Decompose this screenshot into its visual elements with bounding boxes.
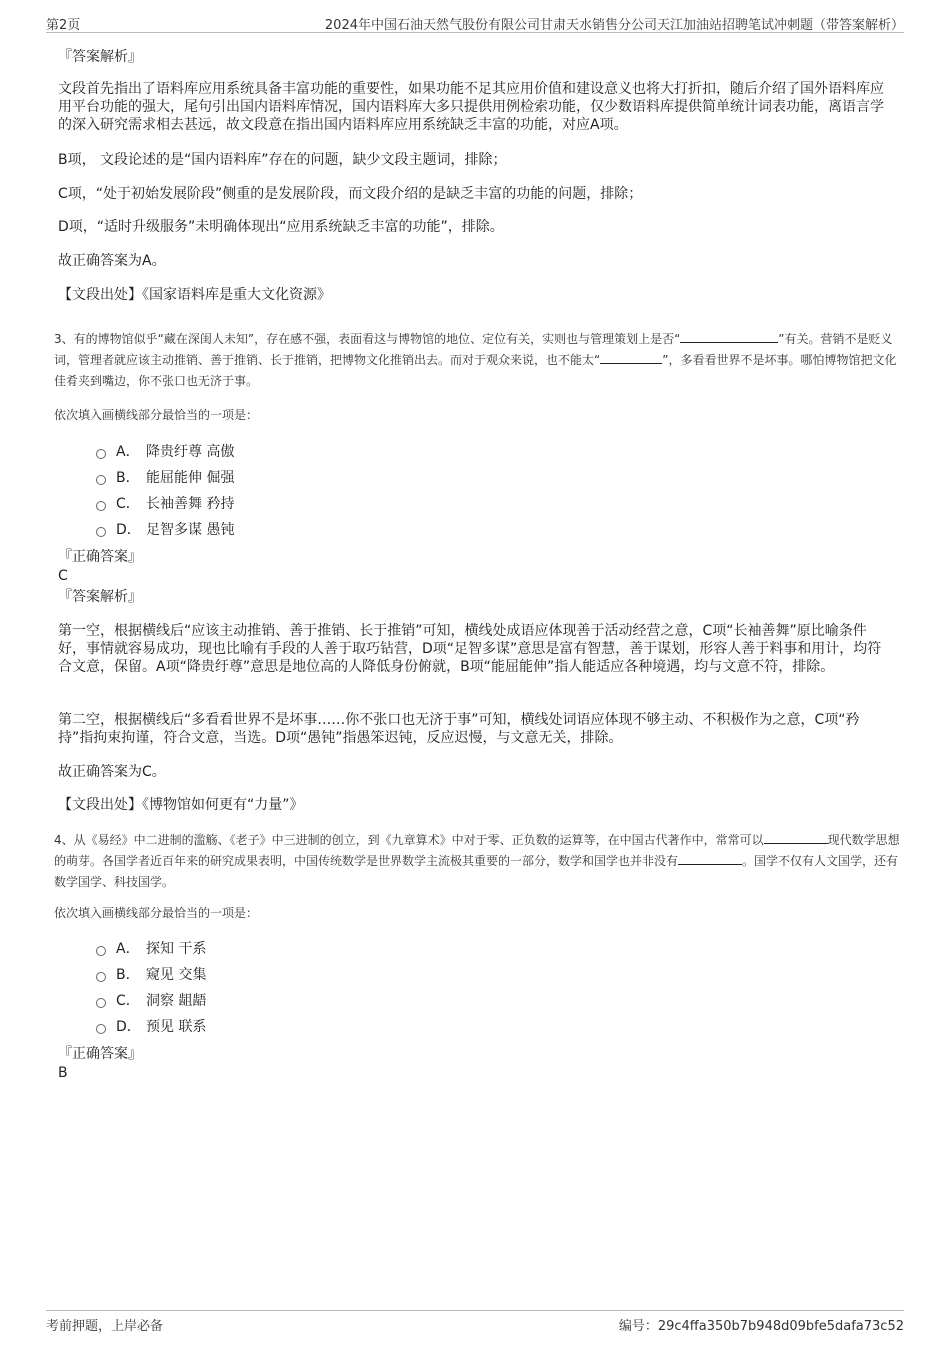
blank-2 bbox=[678, 853, 742, 865]
analysis-label: 『答案解析』 bbox=[58, 49, 142, 65]
question-4-text-1: 4、从《易经》中二进制的滥觞、《老子》中三进制的创立，到《九章算术》中对于零、正负数的运算等，在中国古代著作中，常常可以 bbox=[54, 833, 764, 847]
option-b[interactable]: B． 窥见 交集 bbox=[96, 961, 206, 987]
analysis-d: D项，“适时升级服务”未明确体现出“应用系统缺乏丰富的功能”，排除。 bbox=[58, 219, 504, 235]
page-number: 第2页 bbox=[46, 18, 81, 33]
source: 【文段出处】《国家语料库是重大文化资源》 bbox=[58, 287, 331, 303]
question-4-hint: 依次填入画横线部分最恰当的一项是： bbox=[54, 906, 259, 920]
blank-1 bbox=[680, 331, 778, 343]
question-3-options bbox=[96, 438, 234, 542]
analysis-b: B项， 文段论述的是“国内语料库”存在的问题，缺少文段主题词，排除； bbox=[58, 152, 507, 168]
question-3-text-2: ”有关。营销不是贬义词，管理者就应该主动推销、善于推销、长于推销，把博物文化推销出去。而对于观众来说，也不能太“ bbox=[54, 332, 893, 367]
option-c[interactable]: C． 洞察 龃龉 bbox=[96, 987, 206, 1013]
analysis-label: 『答案解析』 bbox=[58, 589, 142, 605]
analysis-text: 文段首先指出了语料库应用系统具备丰富功能的重要性，如果功能不足其应用价值和建设意义也将大打折扣，随后介绍了国外语料库应用平台功能的强大，尾句引出国内语料库情况，国内语料库大多只提供用例检索功能，仅少数语料库提供简单统计词表功能，离语言学的深入研究需求相去甚远，故文段意在指出国内语料库应用系统缺乏丰富的功能，对应A项。 bbox=[58, 81, 884, 133]
radio-icon[interactable] bbox=[96, 972, 106, 982]
question-4-text-2: 现代数学思想的萌芽。各国学者近百年来的研究成果表明，中国传统数学是世界数学主流极其重要的一部分，数学和国学也并非没有 bbox=[54, 833, 900, 868]
option-c[interactable]: C． 长袖善舞 矜持 bbox=[96, 490, 234, 516]
option-d[interactable]: D． 足智多谋 愚钝 bbox=[96, 516, 234, 542]
conclusion: 故正确答案为A。 bbox=[58, 253, 166, 269]
radio-icon[interactable] bbox=[96, 946, 106, 956]
question-3-text-1: 3、有的博物馆似乎“藏在深闺人未知”，存在感不强，表面看这与博物馆的地位、定位有关，实则也与管理策划上是否“ bbox=[54, 332, 681, 346]
analysis-paragraph-2: 第二空，根据横线后“多看看世界不是坏事……你不张口也无济于事”可知，横线处词语应体现不够主动、不积极作为之意，C项“矜持”指拘束拘谨，符合文意，当选。D项“愚钝”指愚笨迟钝，反应迟慢，与文意无关，排除。 bbox=[58, 712, 860, 746]
page-footer bbox=[46, 1310, 904, 1333]
answer-value: B bbox=[58, 1065, 68, 1081]
radio-icon[interactable] bbox=[96, 449, 106, 459]
question-3-text-3: ”，多看看世界不是坏事。哪怕博物馆把文化佳肴夹到嘴边，你不张口也无济于事。 bbox=[54, 353, 897, 388]
page-header bbox=[46, 12, 904, 33]
analysis-paragraph bbox=[58, 80, 894, 134]
analysis-c: C项，“处于初始发展阶段”侧重的是发展阶段，而文段介绍的是缺乏丰富的功能的问题，排除； bbox=[58, 186, 643, 202]
question-4-options bbox=[96, 935, 206, 1039]
footer-slogan: 考前押题，上岸必备 bbox=[46, 1319, 164, 1334]
source: 【文段出处】《博物馆如何更有“力量”》 bbox=[58, 797, 304, 813]
radio-icon[interactable] bbox=[96, 998, 106, 1008]
question-3-hint: 依次填入画横线部分最恰当的一项是： bbox=[54, 408, 259, 422]
radio-icon[interactable] bbox=[96, 527, 106, 537]
document-title: 2024年中国石油天然气股份有限公司甘肃天水销售分公司天江加油站招聘笔试冲刺题（带答案解析） bbox=[324, 18, 904, 33]
question-4-stem bbox=[54, 830, 900, 893]
conclusion: 故正确答案为C。 bbox=[58, 764, 166, 780]
radio-icon[interactable] bbox=[96, 1024, 106, 1034]
radio-icon[interactable] bbox=[96, 475, 106, 485]
footer-id: 编号：29c4ffa350b7b948d09bfe5dafa73c52 bbox=[618, 1319, 904, 1334]
answer-label: 『正确答案』 bbox=[58, 549, 142, 565]
option-a[interactable]: A． 降贵纡尊 高傲 bbox=[96, 438, 234, 464]
answer-value: C bbox=[58, 568, 68, 584]
option-a[interactable]: A． 探知 干系 bbox=[96, 935, 206, 961]
radio-icon[interactable] bbox=[96, 501, 106, 511]
analysis-paragraph-1: 第一空，根据横线后“应该主动推销、善于推销、长于推销”可知，横线处成语应体现善于活动经营之意，C项“长袖善舞”原比喻条件好，事情就容易成功，现也比喻有手段的人善于取巧钻营，D项“足智多谋”意思是富有智慧，善于谋划，形容人善于料事和用计，均符合文意，保留。A项“降贵纡尊”意思是地位高的人降低身份俯就，B项“能屈能伸”指人能适应各种境遇，均与文意不符，排除。 bbox=[58, 623, 882, 675]
option-b[interactable]: B． 能屈能伸 倔强 bbox=[96, 464, 234, 490]
blank-2 bbox=[600, 352, 662, 364]
question-3-stem bbox=[54, 329, 900, 392]
option-d[interactable]: D． 预见 联系 bbox=[96, 1013, 206, 1039]
question-4-text-3: 。国学不仅有人文国学，还有数学国学、科技国学。 bbox=[54, 854, 899, 889]
answer-label: 『正确答案』 bbox=[58, 1046, 142, 1062]
blank-1 bbox=[764, 832, 828, 844]
